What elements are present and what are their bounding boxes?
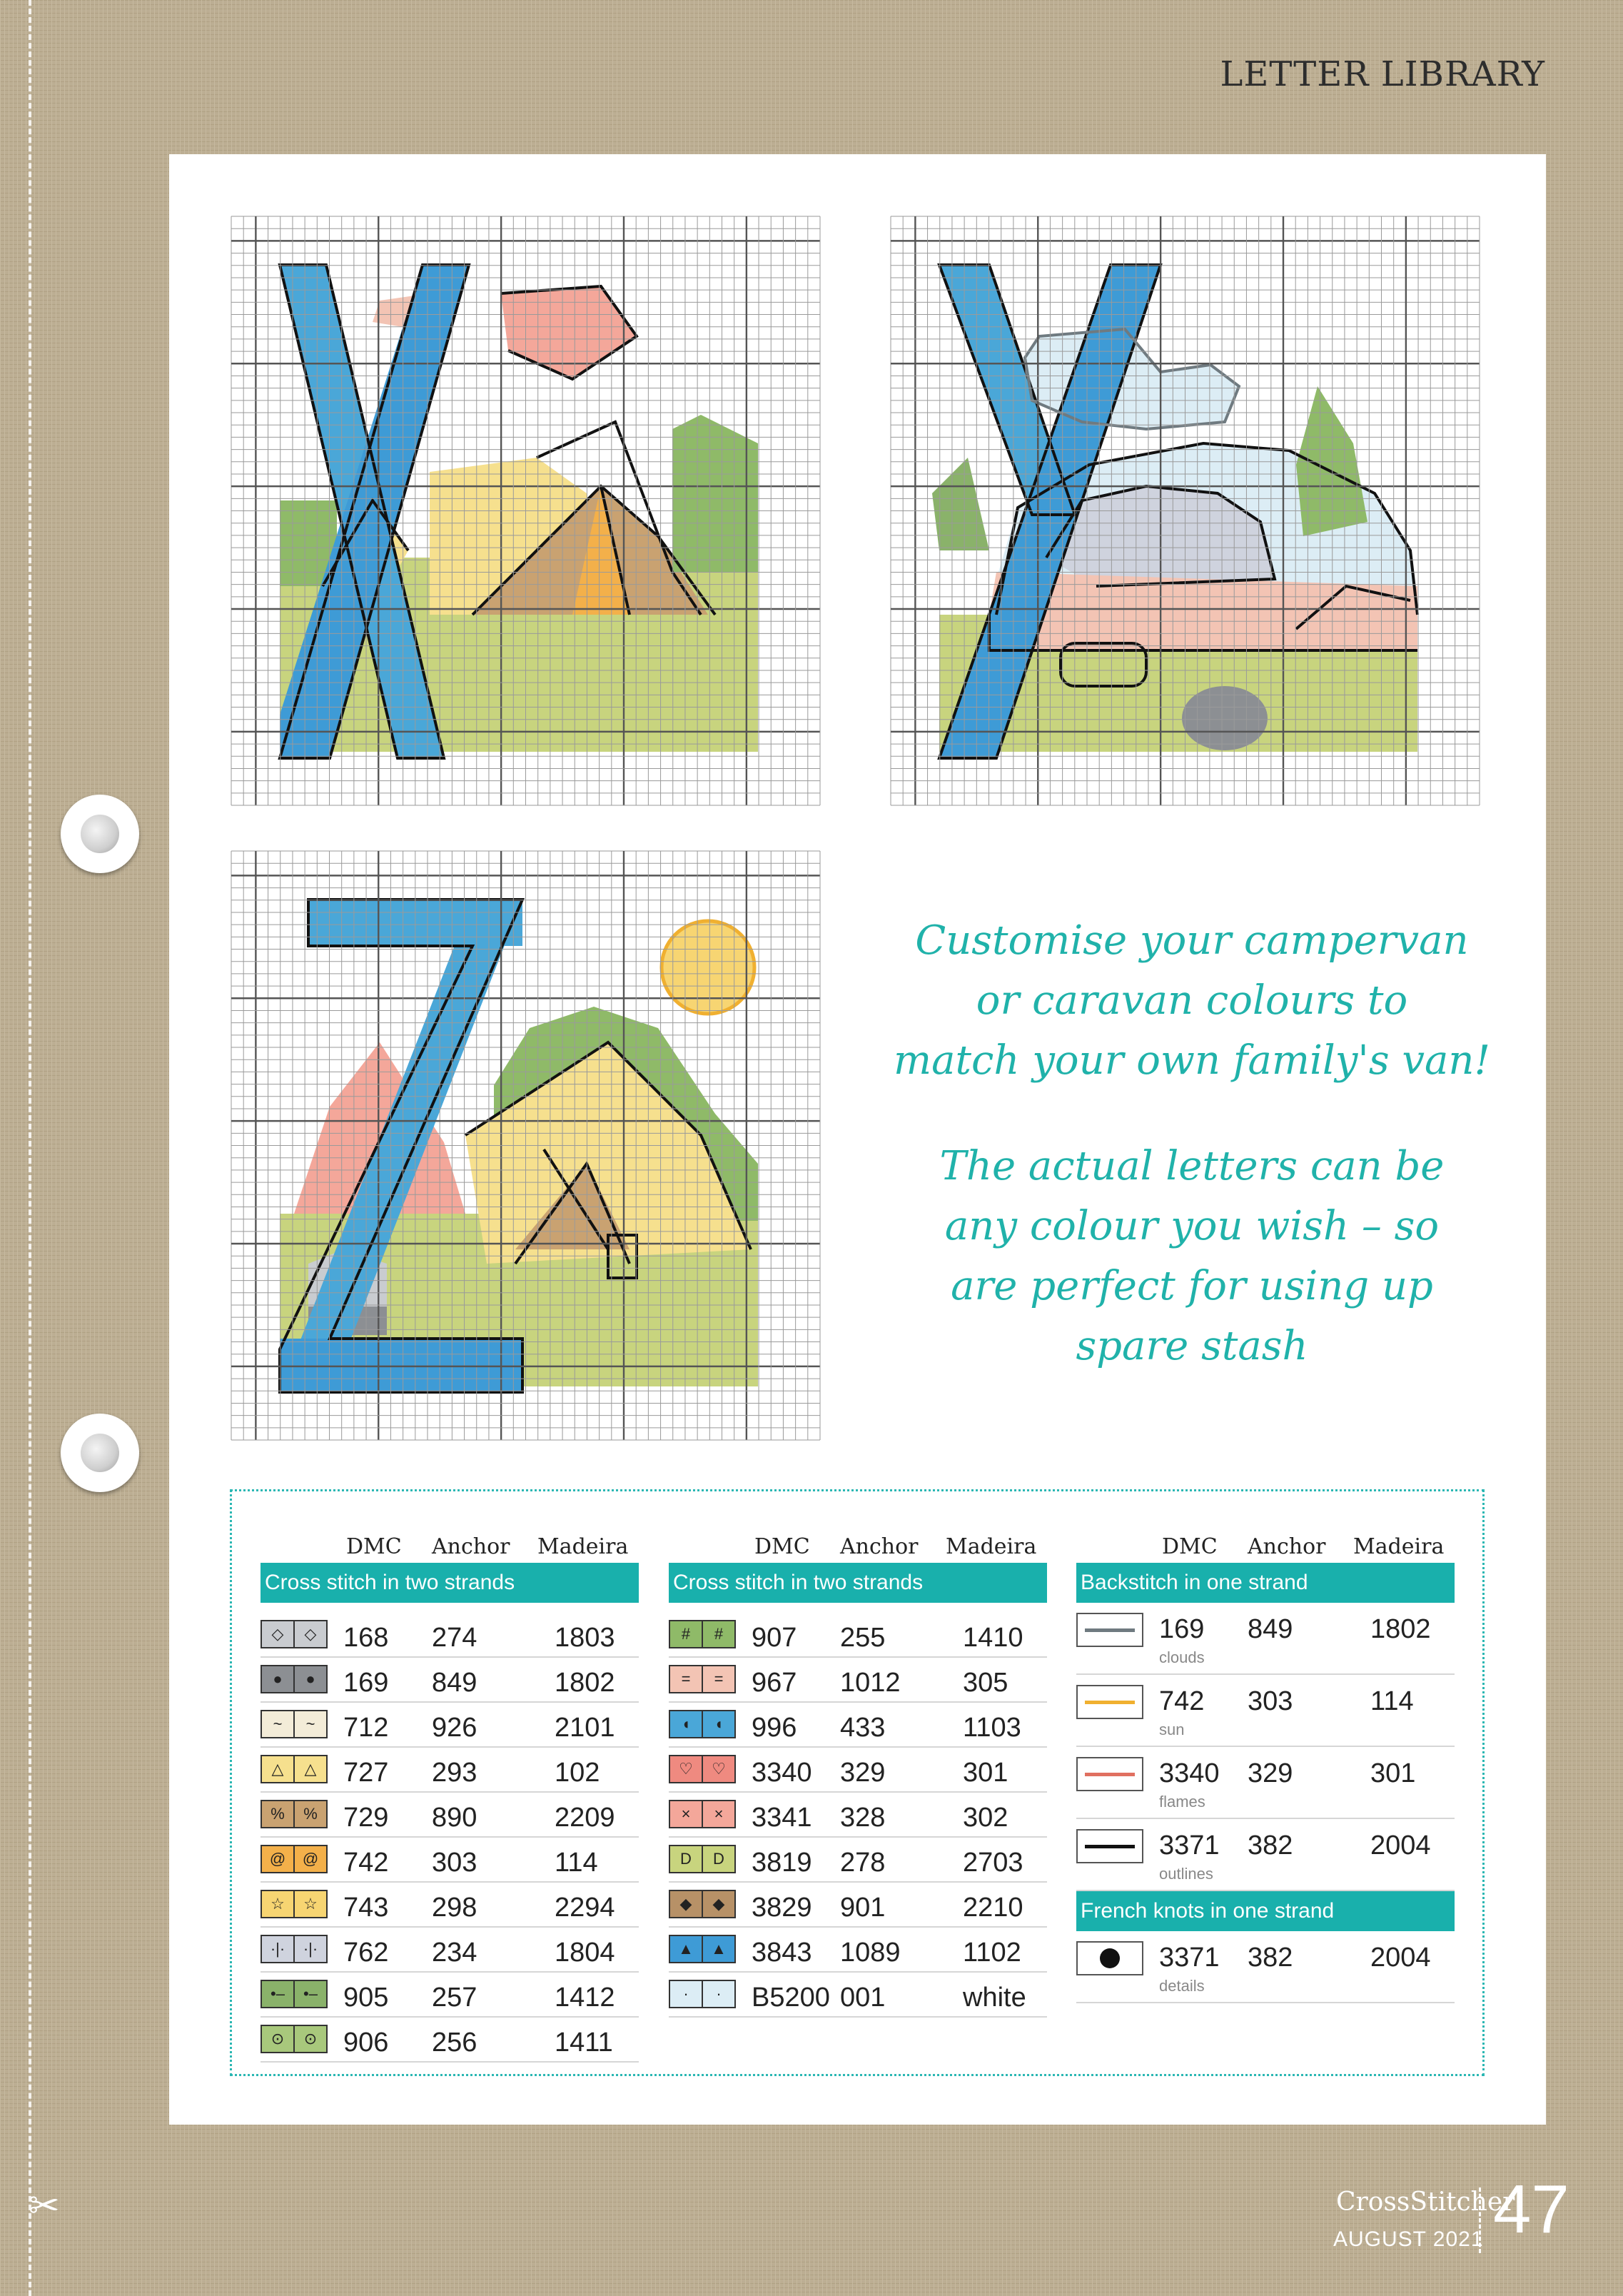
quote-customise bbox=[878, 911, 1506, 1091]
key-row-backstitch bbox=[1076, 1747, 1455, 1819]
symbol: × bbox=[714, 1805, 724, 1823]
madeira-value: 302 bbox=[963, 1803, 1008, 1833]
chart-letter-y bbox=[889, 215, 1481, 807]
section-bar-french-knots: French knots in one strand bbox=[1076, 1891, 1455, 1931]
chart-letter-x bbox=[230, 215, 821, 807]
key-row-backstitch bbox=[1076, 1819, 1455, 1891]
key-column-1 bbox=[261, 1534, 639, 2063]
symbol: •– bbox=[303, 1985, 318, 2003]
header-dmc: DMC bbox=[1162, 1534, 1218, 1559]
anchor-value: 329 bbox=[840, 1758, 886, 1788]
symbol: ◆ bbox=[670, 1891, 703, 1917]
madeira-value: 114 bbox=[1370, 1686, 1414, 1716]
chart-letter-z bbox=[230, 850, 821, 1441]
dmc-value: 169 bbox=[343, 1668, 389, 1698]
anchor-value: 298 bbox=[432, 1893, 477, 1923]
anchor-value: 901 bbox=[840, 1893, 886, 1923]
quote-line: or caravan colours to bbox=[976, 977, 1408, 1024]
quote-line: any colour you wish – so bbox=[944, 1203, 1440, 1249]
symbol: ◇ bbox=[262, 1621, 295, 1647]
column-headers bbox=[261, 1534, 639, 1563]
madeira-value: 1410 bbox=[963, 1623, 1023, 1653]
madeira-value: 1804 bbox=[555, 1938, 615, 1968]
symbol: ▲ bbox=[711, 1940, 727, 1958]
dmc-value: 907 bbox=[752, 1623, 797, 1653]
anchor-value: 329 bbox=[1248, 1758, 1293, 1788]
header-anchor: Anchor bbox=[432, 1534, 510, 1559]
symbol-swatch bbox=[261, 1980, 328, 2008]
key-rows-col3 bbox=[1076, 1603, 1455, 1891]
key-row bbox=[261, 1793, 639, 1838]
header-anchor: Anchor bbox=[840, 1534, 919, 1559]
key-row bbox=[669, 1613, 1047, 1658]
dmc-value: 729 bbox=[343, 1803, 389, 1833]
scissors-icon: ✂ bbox=[29, 2185, 60, 2227]
dmc-value: 742 bbox=[343, 1848, 389, 1878]
key-row bbox=[669, 1973, 1047, 2018]
key-row bbox=[669, 1838, 1047, 1883]
key-row bbox=[669, 1928, 1047, 1973]
anchor-value: 849 bbox=[432, 1668, 477, 1698]
symbol-swatch bbox=[261, 1665, 328, 1693]
dmc-value: 727 bbox=[343, 1758, 389, 1788]
madeira-value: 301 bbox=[963, 1758, 1008, 1788]
symbol: = bbox=[670, 1666, 703, 1692]
key-row bbox=[669, 1793, 1047, 1838]
usage-note: outlines bbox=[1159, 1865, 1213, 1883]
symbol: ◖ bbox=[714, 1715, 724, 1733]
symbol-swatch bbox=[261, 1800, 328, 1828]
anchor-value: 382 bbox=[1248, 1831, 1293, 1861]
symbol: @ bbox=[262, 1846, 295, 1872]
section-bar-cross-stitch: Cross stitch in two strands bbox=[261, 1563, 639, 1603]
symbol-swatch bbox=[669, 1845, 736, 1873]
header-madeira: Madeira bbox=[537, 1534, 629, 1559]
dmc-value: 3340 bbox=[1159, 1758, 1220, 1788]
symbol: × bbox=[670, 1801, 703, 1827]
quote-line: are perfect for using up bbox=[951, 1263, 1433, 1309]
symbol: ◖ bbox=[670, 1711, 703, 1737]
symbol: ▲ bbox=[670, 1936, 703, 1962]
symbol-swatch bbox=[669, 1935, 736, 1963]
key-column-2 bbox=[669, 1534, 1047, 2018]
dmc-value: 743 bbox=[343, 1893, 389, 1923]
dmc-value: 3843 bbox=[752, 1938, 812, 1968]
madeira-value: 2004 bbox=[1370, 1831, 1431, 1861]
section-header: LETTER LIBRARY bbox=[1220, 54, 1545, 94]
header-madeira: Madeira bbox=[946, 1534, 1037, 1559]
dmc-value: 168 bbox=[343, 1623, 389, 1653]
line-swatch bbox=[1076, 1685, 1143, 1719]
symbol-swatch bbox=[261, 1755, 328, 1783]
madeira-value: 1411 bbox=[555, 2028, 613, 2058]
footer-divider bbox=[1479, 2187, 1481, 2253]
dmc-value: 3371 bbox=[1159, 1831, 1220, 1861]
madeira-value: 1103 bbox=[963, 1713, 1021, 1743]
key-row bbox=[261, 1703, 639, 1748]
madeira-value: 2210 bbox=[963, 1893, 1023, 1923]
dmc-value: 905 bbox=[343, 1983, 389, 2013]
key-row-backstitch bbox=[1076, 1603, 1455, 1675]
usage-note: sun bbox=[1159, 1721, 1185, 1738]
symbol: ◇ bbox=[304, 1625, 317, 1643]
symbol: ☆ bbox=[303, 1895, 318, 1913]
symbol-swatch bbox=[261, 1935, 328, 1963]
header-dmc: DMC bbox=[754, 1534, 810, 1559]
symbol: # bbox=[714, 1625, 724, 1643]
dashed-stitch-line bbox=[29, 0, 31, 2296]
symbol: ◆ bbox=[712, 1895, 725, 1913]
symbol: ⊙ bbox=[303, 2030, 318, 2048]
quote-letters bbox=[878, 1137, 1506, 1376]
issue-date: AUGUST 2021 bbox=[1333, 2227, 1484, 2251]
key-rows-col1 bbox=[261, 1613, 639, 2063]
anchor-value: 1012 bbox=[840, 1668, 901, 1698]
anchor-value: 257 bbox=[432, 1983, 477, 2013]
symbol: ♡ bbox=[670, 1756, 703, 1782]
anchor-value: 433 bbox=[840, 1713, 886, 1743]
anchor-value: 303 bbox=[432, 1848, 477, 1878]
key-row bbox=[261, 1928, 639, 1973]
anchor-value: 328 bbox=[840, 1803, 886, 1833]
dmc-value: 3340 bbox=[752, 1758, 812, 1788]
symbol-swatch bbox=[261, 1890, 328, 1918]
symbol: D bbox=[670, 1846, 703, 1872]
key-row bbox=[669, 1883, 1047, 1928]
anchor-value: 926 bbox=[432, 1713, 477, 1743]
madeira-value: 114 bbox=[555, 1848, 598, 1878]
madeira-value: 2703 bbox=[963, 1848, 1023, 1878]
binder-hole bbox=[61, 1414, 139, 1492]
anchor-value: 303 bbox=[1248, 1686, 1293, 1716]
symbol: · bbox=[716, 1985, 722, 2003]
symbol-swatch bbox=[669, 1980, 736, 2008]
madeira-value: 1412 bbox=[555, 1983, 615, 2013]
section-bar-backstitch: Backstitch in one strand bbox=[1076, 1563, 1455, 1603]
magazine-logo: CrossStitcher bbox=[1336, 2187, 1515, 2217]
symbol-swatch bbox=[669, 1620, 736, 1648]
madeira-value: 2004 bbox=[1370, 1943, 1431, 1973]
symbol: @ bbox=[302, 1850, 319, 1868]
header-madeira: Madeira bbox=[1353, 1534, 1445, 1559]
dmc-value: B5200 bbox=[752, 1983, 830, 2013]
dmc-value: 762 bbox=[343, 1938, 389, 1968]
key-row bbox=[669, 1658, 1047, 1703]
madeira-value: white bbox=[963, 1983, 1026, 2013]
symbol-swatch bbox=[669, 1710, 736, 1738]
dmc-value: 742 bbox=[1159, 1686, 1205, 1716]
madeira-value: 2294 bbox=[555, 1893, 615, 1923]
french-knot-swatch bbox=[1076, 1941, 1143, 1975]
key-row-backstitch bbox=[1076, 1675, 1455, 1747]
header-anchor: Anchor bbox=[1248, 1534, 1326, 1559]
dmc-value: 169 bbox=[1159, 1614, 1205, 1644]
line-swatch bbox=[1076, 1613, 1143, 1647]
quote-line: Customise your campervan bbox=[915, 917, 1469, 964]
symbol: △ bbox=[304, 1760, 317, 1778]
line-swatch bbox=[1076, 1757, 1143, 1791]
dmc-value: 906 bbox=[343, 2028, 389, 2058]
binder-hole bbox=[61, 795, 139, 873]
key-column-3 bbox=[1076, 1534, 1455, 2003]
symbol: = bbox=[714, 1670, 724, 1688]
anchor-value: 278 bbox=[840, 1848, 886, 1878]
anchor-value: 1089 bbox=[840, 1938, 901, 1968]
key-row bbox=[261, 1613, 639, 1658]
quote-line: spare stash bbox=[1076, 1323, 1308, 1369]
madeira-value: 2209 bbox=[555, 1803, 615, 1833]
header-dmc: DMC bbox=[346, 1534, 402, 1559]
key-row bbox=[261, 1883, 639, 1928]
madeira-value: 102 bbox=[555, 1758, 600, 1788]
dmc-value: 3829 bbox=[752, 1893, 812, 1923]
dmc-value: 996 bbox=[752, 1713, 797, 1743]
symbol: ~ bbox=[305, 1715, 315, 1733]
symbol: ♡ bbox=[712, 1760, 726, 1778]
key-row bbox=[669, 1703, 1047, 1748]
dmc-value: 967 bbox=[752, 1668, 797, 1698]
symbol: · bbox=[670, 1981, 703, 2007]
key-row bbox=[261, 2018, 639, 2063]
key-row bbox=[261, 1748, 639, 1793]
symbol: D bbox=[713, 1850, 724, 1868]
symbol-swatch bbox=[261, 1710, 328, 1738]
key-row bbox=[261, 1973, 639, 2018]
anchor-value: 890 bbox=[432, 1803, 477, 1833]
madeira-value: 301 bbox=[1370, 1758, 1416, 1788]
dmc-value: 712 bbox=[343, 1713, 389, 1743]
symbol: ☆ bbox=[262, 1891, 295, 1917]
anchor-value: 234 bbox=[432, 1938, 477, 1968]
anchor-value: 255 bbox=[840, 1623, 886, 1653]
symbol-swatch bbox=[669, 1755, 736, 1783]
anchor-value: 849 bbox=[1248, 1614, 1293, 1644]
symbol-swatch bbox=[669, 1665, 736, 1693]
anchor-value: 001 bbox=[840, 1983, 886, 2013]
column-headers bbox=[669, 1534, 1047, 1563]
dmc-value: 3341 bbox=[752, 1803, 812, 1833]
symbol-swatch bbox=[261, 1620, 328, 1648]
symbol: ⊙ bbox=[262, 2026, 295, 2052]
quote-line: The actual letters can be bbox=[939, 1143, 1445, 1189]
french-knot-icon bbox=[1078, 1943, 1142, 1974]
symbol: # bbox=[670, 1621, 703, 1647]
symbol: ·|· bbox=[303, 1940, 318, 1958]
thread-key bbox=[230, 1489, 1485, 2076]
symbol: % bbox=[262, 1801, 295, 1827]
quote-line: match your own family's van! bbox=[894, 1037, 1490, 1084]
dmc-value: 3819 bbox=[752, 1848, 812, 1878]
madeira-value: 1803 bbox=[555, 1623, 615, 1653]
anchor-value: 274 bbox=[432, 1623, 477, 1653]
key-row bbox=[261, 1838, 639, 1883]
dmc-value: 3371 bbox=[1159, 1943, 1220, 1973]
madeira-value: 1102 bbox=[963, 1938, 1021, 1968]
madeira-value: 1802 bbox=[1370, 1614, 1431, 1644]
line-swatch bbox=[1076, 1829, 1143, 1863]
symbol: △ bbox=[262, 1756, 295, 1782]
madeira-value: 2101 bbox=[555, 1713, 615, 1743]
section-bar-cross-stitch: Cross stitch in two strands bbox=[669, 1563, 1047, 1603]
symbol: ·|· bbox=[262, 1936, 295, 1962]
key-rows-col2 bbox=[669, 1613, 1047, 2018]
column-headers bbox=[1076, 1534, 1455, 1563]
usage-note: details bbox=[1159, 1977, 1205, 1995]
madeira-value: 305 bbox=[963, 1668, 1008, 1698]
usage-note: clouds bbox=[1159, 1648, 1205, 1666]
page-number: 47 bbox=[1493, 2171, 1569, 2247]
anchor-value: 382 bbox=[1248, 1943, 1293, 1973]
symbol: ● bbox=[305, 1670, 315, 1688]
madeira-value: 1802 bbox=[555, 1668, 615, 1698]
symbol-swatch bbox=[669, 1800, 736, 1828]
anchor-value: 256 bbox=[432, 2028, 477, 2058]
anchor-value: 293 bbox=[432, 1758, 477, 1788]
symbol-swatch bbox=[261, 2025, 328, 2053]
symbol: •– bbox=[262, 1981, 295, 2007]
symbol-swatch bbox=[261, 1845, 328, 1873]
key-row bbox=[669, 1748, 1047, 1793]
symbol: ● bbox=[262, 1666, 295, 1692]
symbol-swatch bbox=[669, 1890, 736, 1918]
symbol: ~ bbox=[262, 1711, 295, 1737]
key-row-french-knot bbox=[1076, 1931, 1455, 2003]
symbol: % bbox=[303, 1805, 318, 1823]
key-row bbox=[261, 1658, 639, 1703]
usage-note: flames bbox=[1159, 1793, 1205, 1811]
